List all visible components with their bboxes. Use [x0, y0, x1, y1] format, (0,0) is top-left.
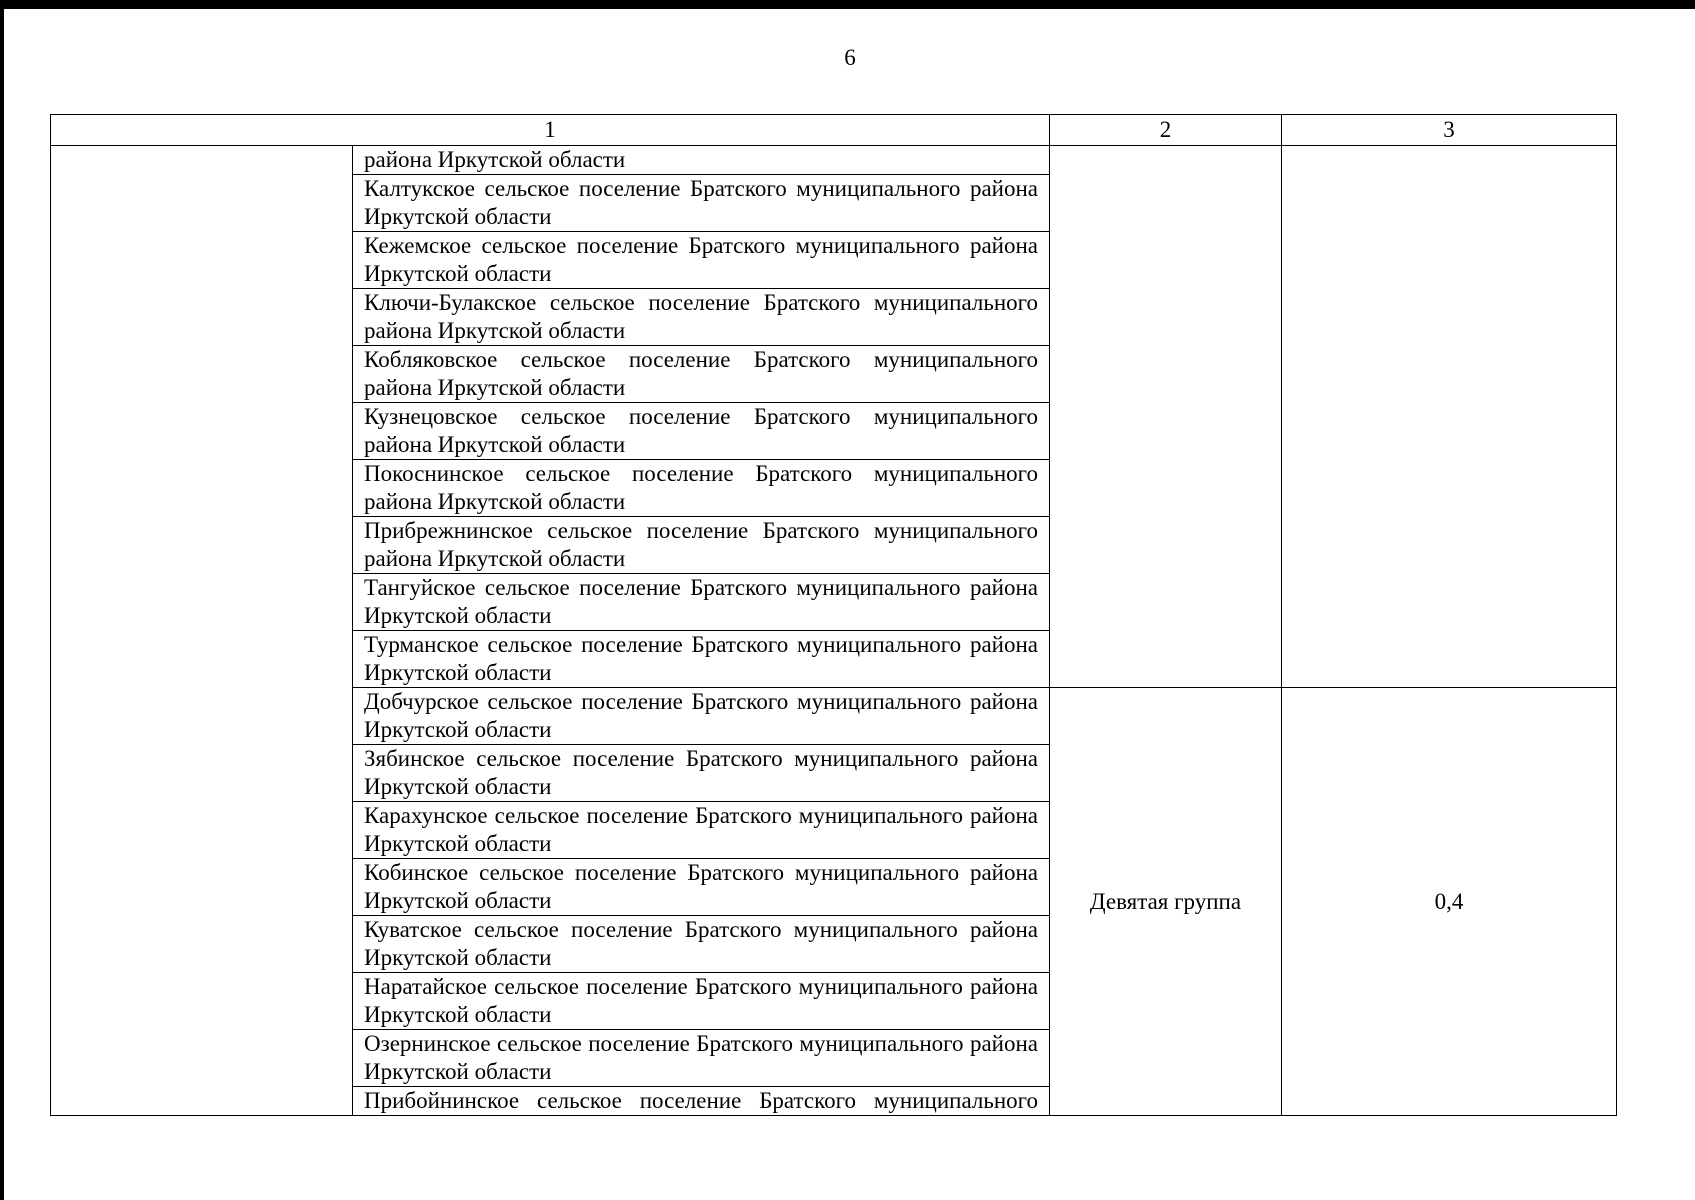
- settlement-name: Кузнецовское сельское поселение Братского муниципального района Иркутской области: [353, 403, 1050, 460]
- settlement-name: Прибойнинское сельское поселение Братского муниципального: [353, 1087, 1050, 1116]
- column-header-1: 1: [51, 115, 1050, 146]
- settlement-name: Кобинское сельское поселение Братского муниципального района Иркутской области: [353, 859, 1050, 916]
- page-number: 6: [844, 45, 856, 70]
- column-header-2: 2: [1050, 115, 1282, 146]
- settlement-name: Добчурское сельское поселение Братского муниципального района Иркутской области: [353, 688, 1050, 745]
- page-left-border: [0, 0, 4, 1200]
- settlement-name: Куватское сельское поселение Братского муниципального района Иркутской области: [353, 916, 1050, 973]
- column-header-3: 3: [1282, 115, 1617, 146]
- settlement-name: Покоснинское сельское поселение Братского муниципального района Иркутской области: [353, 460, 1050, 517]
- table-header-row: [51, 115, 1617, 146]
- settlement-name: Ключи-Булакское сельское поселение Братского муниципального района Иркутской области: [353, 289, 1050, 346]
- settlement-name: Кобляковское сельское поселение Братского муниципального района Иркутской области: [353, 346, 1050, 403]
- coefficient-cell: [1282, 146, 1617, 688]
- empty-cell: [51, 146, 353, 1116]
- settlement-name: Тангуйское сельское поселение Братского муниципального района Иркутской области: [353, 574, 1050, 631]
- settlement-name: Кежемское сельское поселение Братского муниципального района Иркутской области: [353, 232, 1050, 289]
- settlement-name: Калтукское сельское поселение Братского муниципального района Иркутской области: [353, 175, 1050, 232]
- group-cell: Девятая группа: [1050, 688, 1282, 1116]
- coefficient-cell: 0,4: [1282, 688, 1617, 1116]
- settlement-name: Карахунское сельское поселение Братского муниципального района Иркутской области: [353, 802, 1050, 859]
- settlement-name: Озернинское сельское поселение Братского муниципального района Иркутской области: [353, 1030, 1050, 1087]
- table-body: [51, 115, 1617, 1116]
- settlement-name: района Иркутской области: [353, 146, 1050, 175]
- settlements-table: [50, 114, 1617, 1116]
- table-row: [51, 146, 1617, 175]
- settlement-name: Зябинское сельское поселение Братского муниципального района Иркутской области: [353, 745, 1050, 802]
- settlement-name: Наратайское сельское поселение Братского муниципального района Иркутской области: [353, 973, 1050, 1030]
- settlement-name: Турманское сельское поселение Братского муниципального района Иркутской области: [353, 631, 1050, 688]
- group-cell: [1050, 146, 1282, 688]
- settlement-name: Прибрежнинское сельское поселение Братского муниципального района Иркутской области: [353, 517, 1050, 574]
- page-top-border: [0, 0, 1695, 9]
